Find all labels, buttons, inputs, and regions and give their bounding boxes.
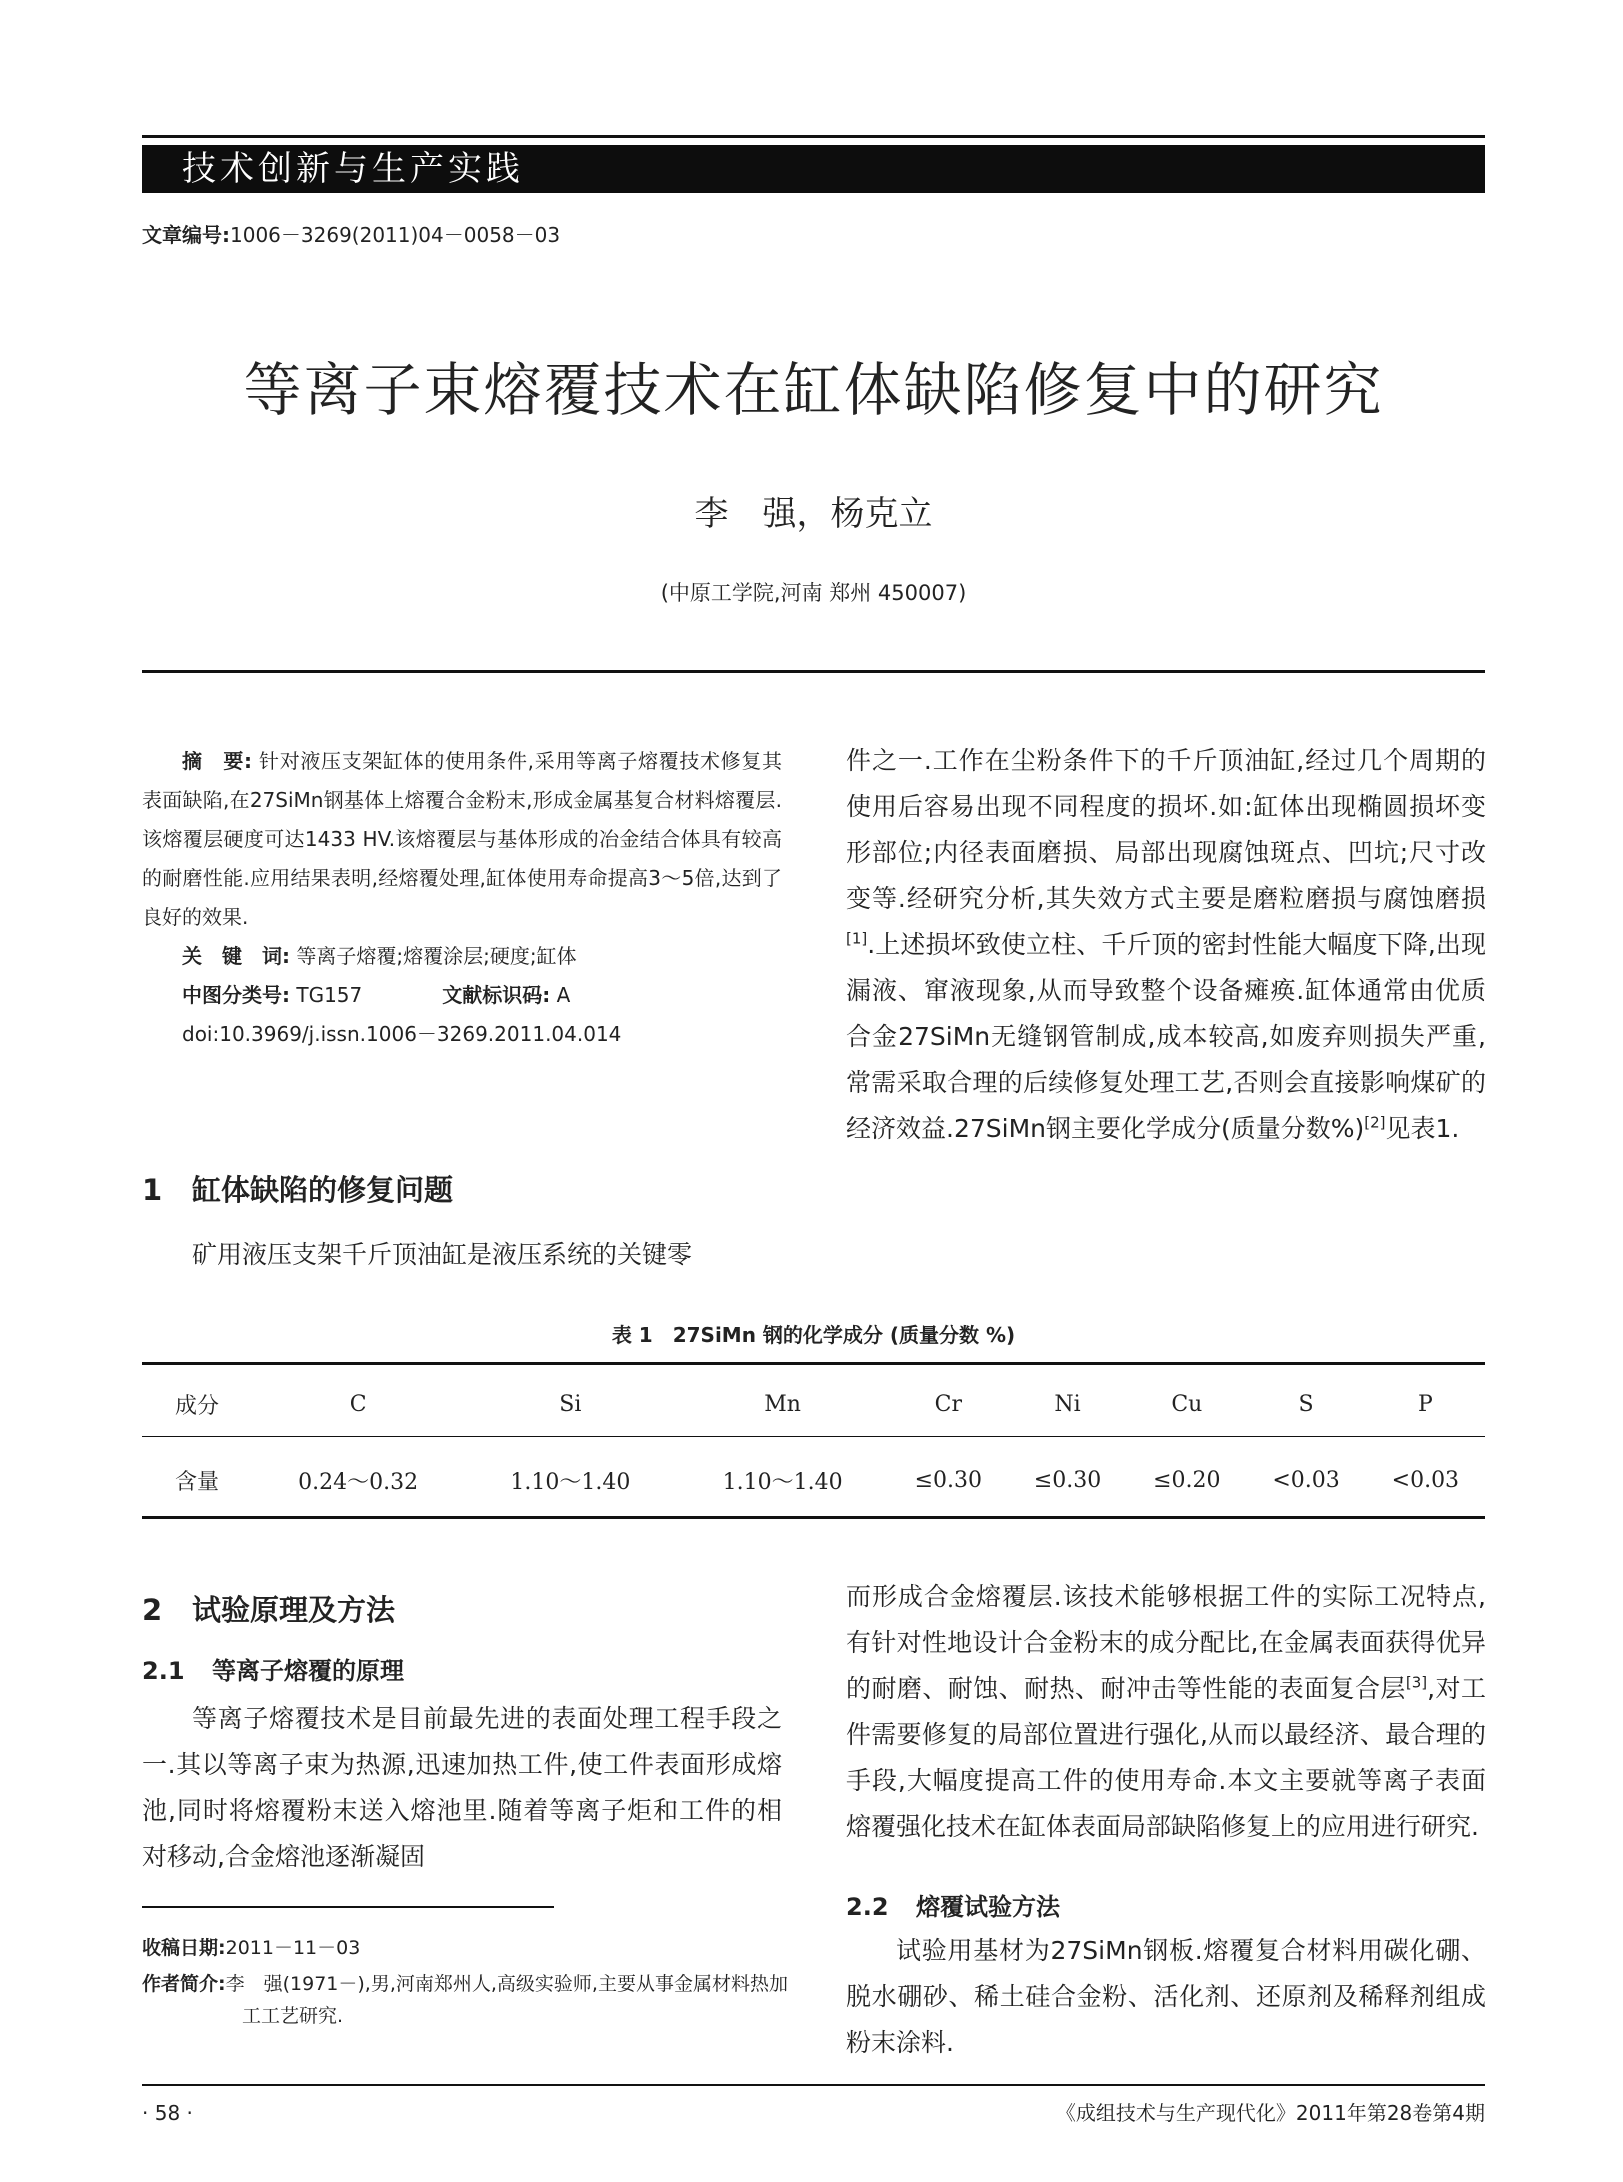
- title-rule: [142, 670, 1485, 673]
- table-header-cell: Mn: [764, 1391, 801, 1417]
- keywords: 等离子熔覆;熔覆涂层;硬度;缸体: [296, 944, 577, 968]
- table-header-cell: Ni: [1054, 1391, 1081, 1417]
- table-cell: 含量: [174, 1469, 219, 1495]
- abstract-label: 摘 要:: [182, 749, 252, 773]
- header-top-rule: [142, 135, 1485, 138]
- table-cell: 0.24～0.32: [298, 1469, 419, 1495]
- table-cell: ≤0.20: [1153, 1467, 1221, 1493]
- subsection-2-2-para: [846, 1928, 1486, 2066]
- table-header-cell: C: [349, 1391, 367, 1417]
- article-number-value: 1006－3269(2011)04－0058－03: [230, 223, 561, 247]
- section-2-text-right-a: 而形成合金熔覆层.该技术能够根据工件的实际工况特点,有针对性地设计合金粉末的成分配比,在金属表面获得优异的耐磨、耐蚀、耐热、耐冲击等性能的表面复合层: [846, 1582, 1486, 1703]
- footer-rule: [142, 2084, 1485, 2086]
- citation-3: [3]: [1405, 1673, 1428, 1692]
- affiliation: (中原工学院,河南 郑州 450007): [660, 581, 967, 605]
- article-number-label: 文章编号:: [142, 223, 230, 247]
- table-header-cell: P: [1417, 1391, 1433, 1417]
- table-top-rule: [142, 1362, 1485, 1365]
- abstract-block: [142, 742, 782, 1054]
- section-1-para-left: [142, 1232, 782, 1278]
- doc-code: A: [556, 983, 571, 1007]
- subsection-2-1-para: [142, 1696, 782, 1880]
- bio-text: 李 强(1971－),男,河南郑州人,高级实验师,主要从事金属材料热加工工艺研究.: [225, 1973, 788, 2027]
- section-1-para-right: [846, 738, 1486, 1152]
- clc-number: TG157: [296, 983, 363, 1007]
- section-2-text-right-b: ,对工件需要修复的局部位置进行强化,从而以最经济、最合理的手段,大幅度提高工件的使用寿命.本文主要就等离子表面熔覆强化技术在缸体表面局部缺陷修复上的应用进行研究.: [846, 1674, 1486, 1841]
- section-1-title: 缸体缺陷的修复问题: [192, 1173, 454, 1207]
- subsection-2-1-heading: [142, 1654, 404, 1688]
- keywords-label: 关 键 词:: [182, 944, 290, 968]
- received-label: 收稿日期:: [142, 1937, 226, 1959]
- footnote-bio: [142, 1968, 792, 2032]
- table-header-cell: Cu: [1171, 1391, 1203, 1417]
- subsection-2-1-title: 等离子熔覆的原理: [212, 1657, 404, 1685]
- doc-code-label: 文献标识码:: [442, 983, 551, 1007]
- footnote-rule: [142, 1906, 554, 1908]
- subsection-2-2-heading: [846, 1890, 1060, 1924]
- section-2-number: 2: [142, 1593, 163, 1627]
- table-cell: 1.10～1.40: [722, 1469, 843, 1495]
- doi: doi:10.3969/j.issn.1006－3269.2011.04.014: [182, 1022, 622, 1046]
- subsection-2-2-text: 试验用基材为27SiMn钢板.熔覆复合材料用碳化硼、脱水硼砂、稀土硅合金粉、活化剂、还原剂及稀释剂组成粉末涂料.: [846, 1936, 1486, 2057]
- table-row: [142, 1438, 1485, 1522]
- section-banner-title: 技术创新与生产实践: [182, 149, 524, 189]
- table-header-cell: Cr: [934, 1391, 962, 1417]
- article-number: [142, 222, 560, 248]
- table-cell: <0.03: [1391, 1467, 1460, 1493]
- section-1-heading: [142, 1170, 453, 1210]
- table-cell: ≤0.30: [1033, 1467, 1102, 1493]
- section-1-text-right-b: .上述损坏致使立柱、千斤顶的密封性能大幅度下降,出现漏液、窜液现象,从而导致整个设备瘫痪.缸体通常由优质合金27SiMn无缝钢管制成,成本较高,如废弃则损失严重,常需采取合理的后续修复处理工艺,否则会直接影响煤矿的经济效益.27SiMn钢主要化学成分(质量分数%): [846, 930, 1486, 1143]
- section-1-text-right-c: 见表1.: [1385, 1114, 1460, 1143]
- subsection-2-2-title: 熔覆试验方法: [916, 1893, 1060, 1921]
- page-number: · 58 ·: [142, 2101, 193, 2125]
- bio-label: 作者简介:: [142, 1973, 226, 1995]
- section-2-heading: [142, 1590, 395, 1630]
- section-1-text-left: 矿用液压支架千斤顶油缸是液压系统的关键零: [192, 1240, 693, 1269]
- table-1: [142, 1370, 1485, 1522]
- authors: 李 强，杨克立: [694, 494, 933, 534]
- subsection-2-2-number: 2.2: [846, 1893, 889, 1921]
- table-header-cell: Si: [559, 1391, 582, 1417]
- received-date: 2011－11－03: [225, 1937, 361, 1959]
- citation-2: [2]: [1364, 1113, 1386, 1132]
- table-header-row: [142, 1370, 1485, 1438]
- clc-label: 中图分类号:: [182, 983, 290, 1007]
- table-cell: 1.10～1.40: [510, 1469, 631, 1495]
- subsection-2-1-number: 2.1: [142, 1657, 185, 1685]
- subsection-2-1-text: 等离子熔覆技术是目前最先进的表面处理工程手段之一.其以等离子束为热源,迅速加热工件,使工件表面形成熔池,同时将熔覆粉末送入熔池里.随着等离子炬和工件的相对移动,合金熔池逐渐凝固: [142, 1704, 782, 1871]
- table-header-cell: 成分: [174, 1393, 219, 1419]
- journal-info: 《成组技术与生产现代化》2011年第28卷第4期: [1055, 2101, 1485, 2125]
- section-2-title: 试验原理及方法: [192, 1593, 396, 1627]
- citation-1: [1]: [846, 929, 868, 948]
- section-2-para-right: [846, 1574, 1486, 1850]
- footnote-received: [142, 1932, 792, 1964]
- table-cell: <0.03: [1272, 1467, 1340, 1493]
- table-cell: ≤0.30: [914, 1467, 983, 1493]
- section-1-number: 1: [142, 1173, 163, 1207]
- paper-title: 等离子束熔覆技术在缸体缺陷修复中的研究: [243, 356, 1384, 424]
- table-header-cell: S: [1298, 1391, 1314, 1417]
- table-1-caption: 表 1 27SiMn 钢的化学成分 (质量分数 %): [611, 1323, 1016, 1347]
- abstract-text: 针对液压支架缸体的使用条件,采用等离子熔覆技术修复其表面缺陷,在27SiMn钢基体上熔覆合金粉末,形成金属基复合材料熔覆层.该熔覆层硬度可达1433 HV.该熔覆层与基体形成的冶金结合体具有较高的耐磨性能.应用结果表明,经熔覆处理,缸体使用寿命提高3～5倍,达到了良好的效果.: [142, 749, 783, 929]
- section-1-text-right-a: 件之一.工作在尘粉条件下的千斤顶油缸,经过几个周期的使用后容易出现不同程度的损坏.如:缸体出现椭圆损坏变形部位;内径表面磨损、局部出现腐蚀斑点、凹坑;尺寸改变等.经研究分析,其失效方式主要是磨粒磨损与腐蚀磨损: [846, 746, 1486, 913]
